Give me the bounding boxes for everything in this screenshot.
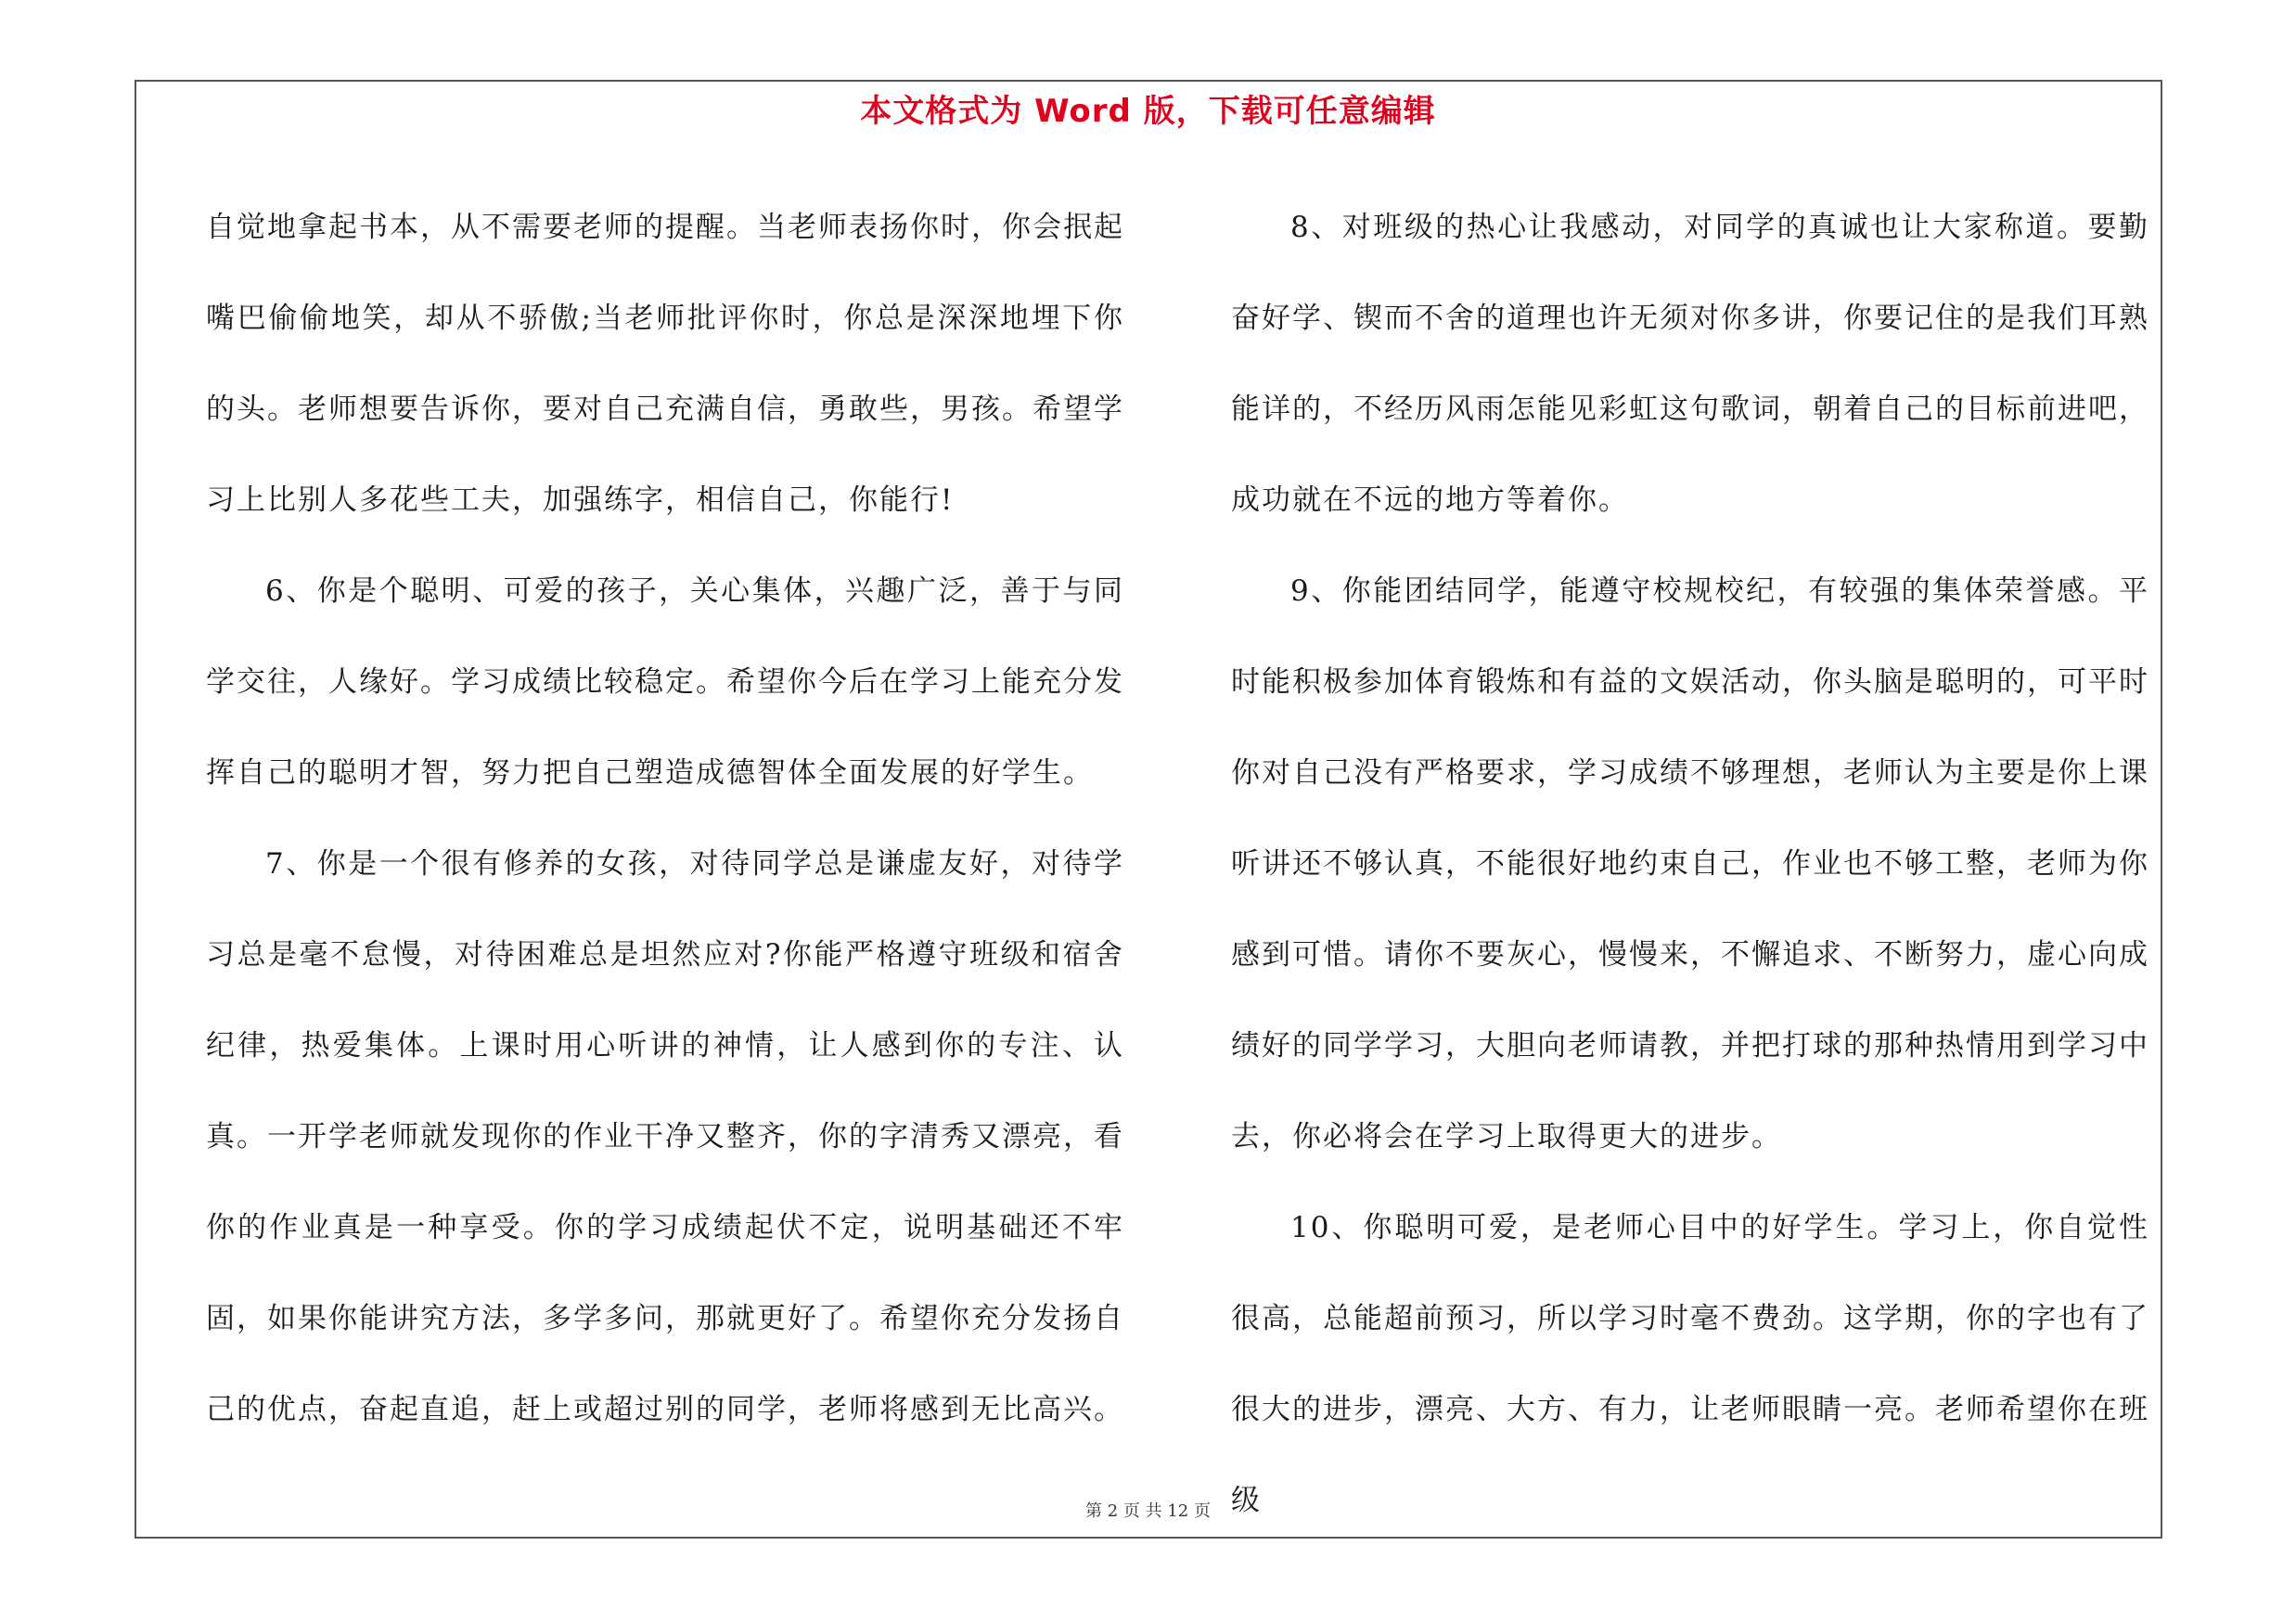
format-banner: 本文格式为 Word 版，下载可任意编辑	[860, 93, 1436, 130]
page-number-footer: 第 2 页 共 12 页	[1085, 1501, 1211, 1521]
paragraph-10: 10、你聪明可爱，是老师心目中的好学生。学习上，你自觉性很高，总能超前预习，所以学习时毫不费劲。这学期，你的字也有了很大的进步，漂亮、大方、有力，让老师眼睛一亮。老师希望你在班级	[1231, 1211, 2149, 1517]
left-column	[206, 182, 1124, 1455]
paragraph-continued: 自觉地拿起书本，从不需要老师的提醒。当老师表扬你时，你会抿起嘴巴偷偷地笑，却从不骄傲;当老师批评你时，你总是深深地埋下你的头。老师想要告诉你，要对自己充满自信，勇敢些，男孩。希望学习上比别人多花些工夫，加强练字，相信自己，你能行!	[206, 211, 1124, 517]
paragraph-7: 7、你是一个很有修养的女孩，对待同学总是谦虚友好，对待学习总是毫不怠慢，对待困难总是坦然应对?你能严格遵守班级和宿舍纪律，热爱集体。上课时用心听讲的神情，让人感到你的专注、认真。一开学老师就发现你的作业干净又整齐，你的字清秀又漂亮，看你的作业真是一种享受。你的学习成绩起伏不定，说明基础还不牢固，如果你能讲究方法，多学多问，那就更好了。希望你充分发扬自己的优点，奋起直追，赶上或超过别的同学，老师将感到无比高兴。	[206, 847, 1124, 1426]
right-column	[1231, 182, 2149, 1546]
paragraph-8: 8、对班级的热心让我感动，对同学的真诚也让大家称道。要勤奋好学、锲而不舍的道理也许无须对你多讲，你要记住的是我们耳熟能详的，不经历风雨怎能见彩虹这句歌词，朝着自己的目标前进吧，成功就在不远的地方等着你。	[1231, 211, 2149, 517]
paragraph-9: 9、你能团结同学，能遵守校规校纪，有较强的集体荣誉感。平时能积极参加体育锻炼和有益的文娱活动，你头脑是聪明的，可平时你对自己没有严格要求，学习成绩不够理想，老师认为主要是你上课听讲还不够认真，不能很好地约束自己，作业也不够工整，老师为你感到可惜。请你不要灰心，慢慢来，不懈追求、不断努力，虚心向成绩好的同学学习，大胆向老师请教，并把打球的那种热情用到学习中去，你必将会在学习上取得更大的进步。	[1231, 574, 2149, 1153]
paragraph-6: 6、你是个聪明、可爱的孩子，关心集体，兴趣广泛，善于与同学交往，人缘好。学习成绩比较稳定。希望你今后在学习上能充分发挥自己的聪明才智，努力把自己塑造成德智体全面发展的好学生。	[206, 574, 1124, 790]
